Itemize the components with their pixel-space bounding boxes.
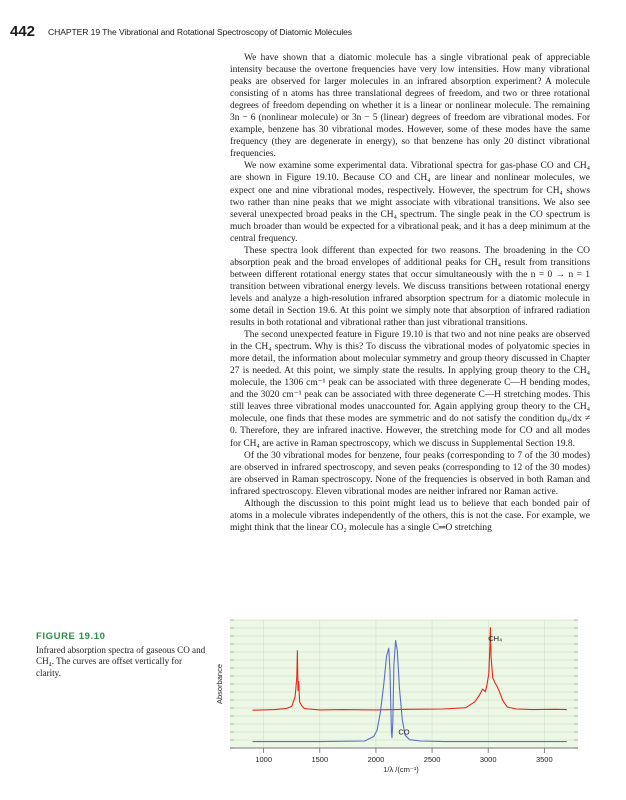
ir-spectrum-chart xyxy=(206,612,606,782)
figure-label: FIGURE 19.10 xyxy=(36,631,106,642)
figure-caption-text: Infrared absorption spectra of gaseous CO and CH₄. The curves are offset vertically for clarity. xyxy=(36,645,206,678)
running-header xyxy=(10,23,610,42)
ch4-annotation: CH₄ xyxy=(488,633,503,643)
x-axis-label: 1/λ /(cm⁻¹) xyxy=(383,765,419,774)
x-tick-label: 2000 xyxy=(367,755,385,764)
x-tick-label: 3500 xyxy=(535,755,553,764)
page-number: 442 xyxy=(10,23,36,40)
paragraph-5: Of the 30 vibrational modes for benzene, four peaks (corresponding to 7 of the 30 modes) are observed in infrared spectroscopy, and seven peaks (corresponding to 12 of the 30 modes) are observed in Raman spectroscopy. None of the frequencies is observed in both Raman and infrared spectroscopy. Eleven vibrational modes are neither infrared nor Raman active. xyxy=(230,450,590,497)
paragraph-4: The second unexpected feature in Figure 19.10 is that two and not nine peaks are observed in the CH₄ spectrum. Why is this? To discuss the vibrational modes of polyatomic species in more detail, the information about molecular symmetry and group theory discussed in Chapter 27 is needed. At this point, we simply state the results. In applying group theory to the CH₄ molecule, the 1306 cm⁻¹ peak can be associated with three degenerate C—H bending modes, and the 3020 cm⁻¹ peak can be associated with three degenerate C—H stretching modes. This still leaves three vibrational modes unaccounted for. Again applying group theory to the CH₄ molecule, one finds that these modes are symmetric and do not satisfy the condition dμₓ/dx ≠ 0. Therefore, they are infrared inactive. However, the stretching mode for CO and all modes for CH₄ are active in Raman spectroscopy, which we discuss in Supplemental Section 19.8. xyxy=(230,330,590,449)
x-tick-label: 3000 xyxy=(479,755,497,764)
x-axis-ticks xyxy=(255,748,552,764)
paragraph-3: These spectra look different than expected for two reasons. The broadening in the CO absorption peak and the broad envelopes of additional peaks for CH₄ result from transitions between different rotational energy states that occur simultaneously with the n = 0 → n = 1 transition between vibrational energy levels. We discuss transitions between rotational energy levels and analyze a high-resolution infrared absorption spectrum for a diatomic molecule in some detail in Section 19.6. At this point we simply note that absorption of infrared radiation results in both rotational and vibrational rather than just vibrational transitions. xyxy=(230,245,590,329)
paragraph-6: Although the discussion to this point might lead us to believe that each bonded pair of atoms in a molecule vibrates independently of the others, this is not the case. For example, we might think that the linear CO₂ molecule has a single C═O stretching xyxy=(230,498,590,533)
paragraph-1: We have shown that a diatomic molecule has a single vibrational peak of appreciable intensity because the overtone frequencies have very low intensities. How many vibrational peaks are observed for larger molecules in an infrared absorption experiment? A molecule consisting of n atoms has three translational degrees of freedom, and two or three rotational degrees of freedom depending on whether it is a linear or nonlinear molecule. The remaining 3n − 6 (nonlinear molecule) or 3n − 5 (linear) degrees of freedom are vibrational modes. For example, benzene has 30 vibrational modes. However, some of these modes have the same frequency (they are degenerate in energy), so that benzene has only 20 distinct vibrational frequencies. xyxy=(230,53,590,160)
running-title: CHAPTER 19 The Vibrational and Rotational Spectroscopy of Diatomic Molecules xyxy=(48,27,352,37)
co-annotation: CO xyxy=(398,727,410,737)
body-text xyxy=(230,52,590,534)
figure-caption xyxy=(36,630,206,679)
x-tick-label: 1500 xyxy=(311,755,329,764)
y-axis-label: Absorbance xyxy=(215,663,224,705)
x-tick-label: 2500 xyxy=(423,755,441,764)
x-tick-label: 1000 xyxy=(255,755,273,764)
paragraph-2: We now examine some experimental data. Vibrational spectra for gas-phase CO and CH₄ are shown in Figure 19.10. Because CO and CH₄ are linear and nonlinear molecules, we expect one and nine vibrational modes, respectively. However, the spectrum for CH₄ shows two rather than nine peaks that we might associate with vibrational transitions. We also see several unexpected broad peaks in the CH₄ spectrum. The single peak in the CO spectrum is much broader than would be expected for a vibrational peak, and it has a deep minimum at the central frequency. xyxy=(230,161,590,244)
